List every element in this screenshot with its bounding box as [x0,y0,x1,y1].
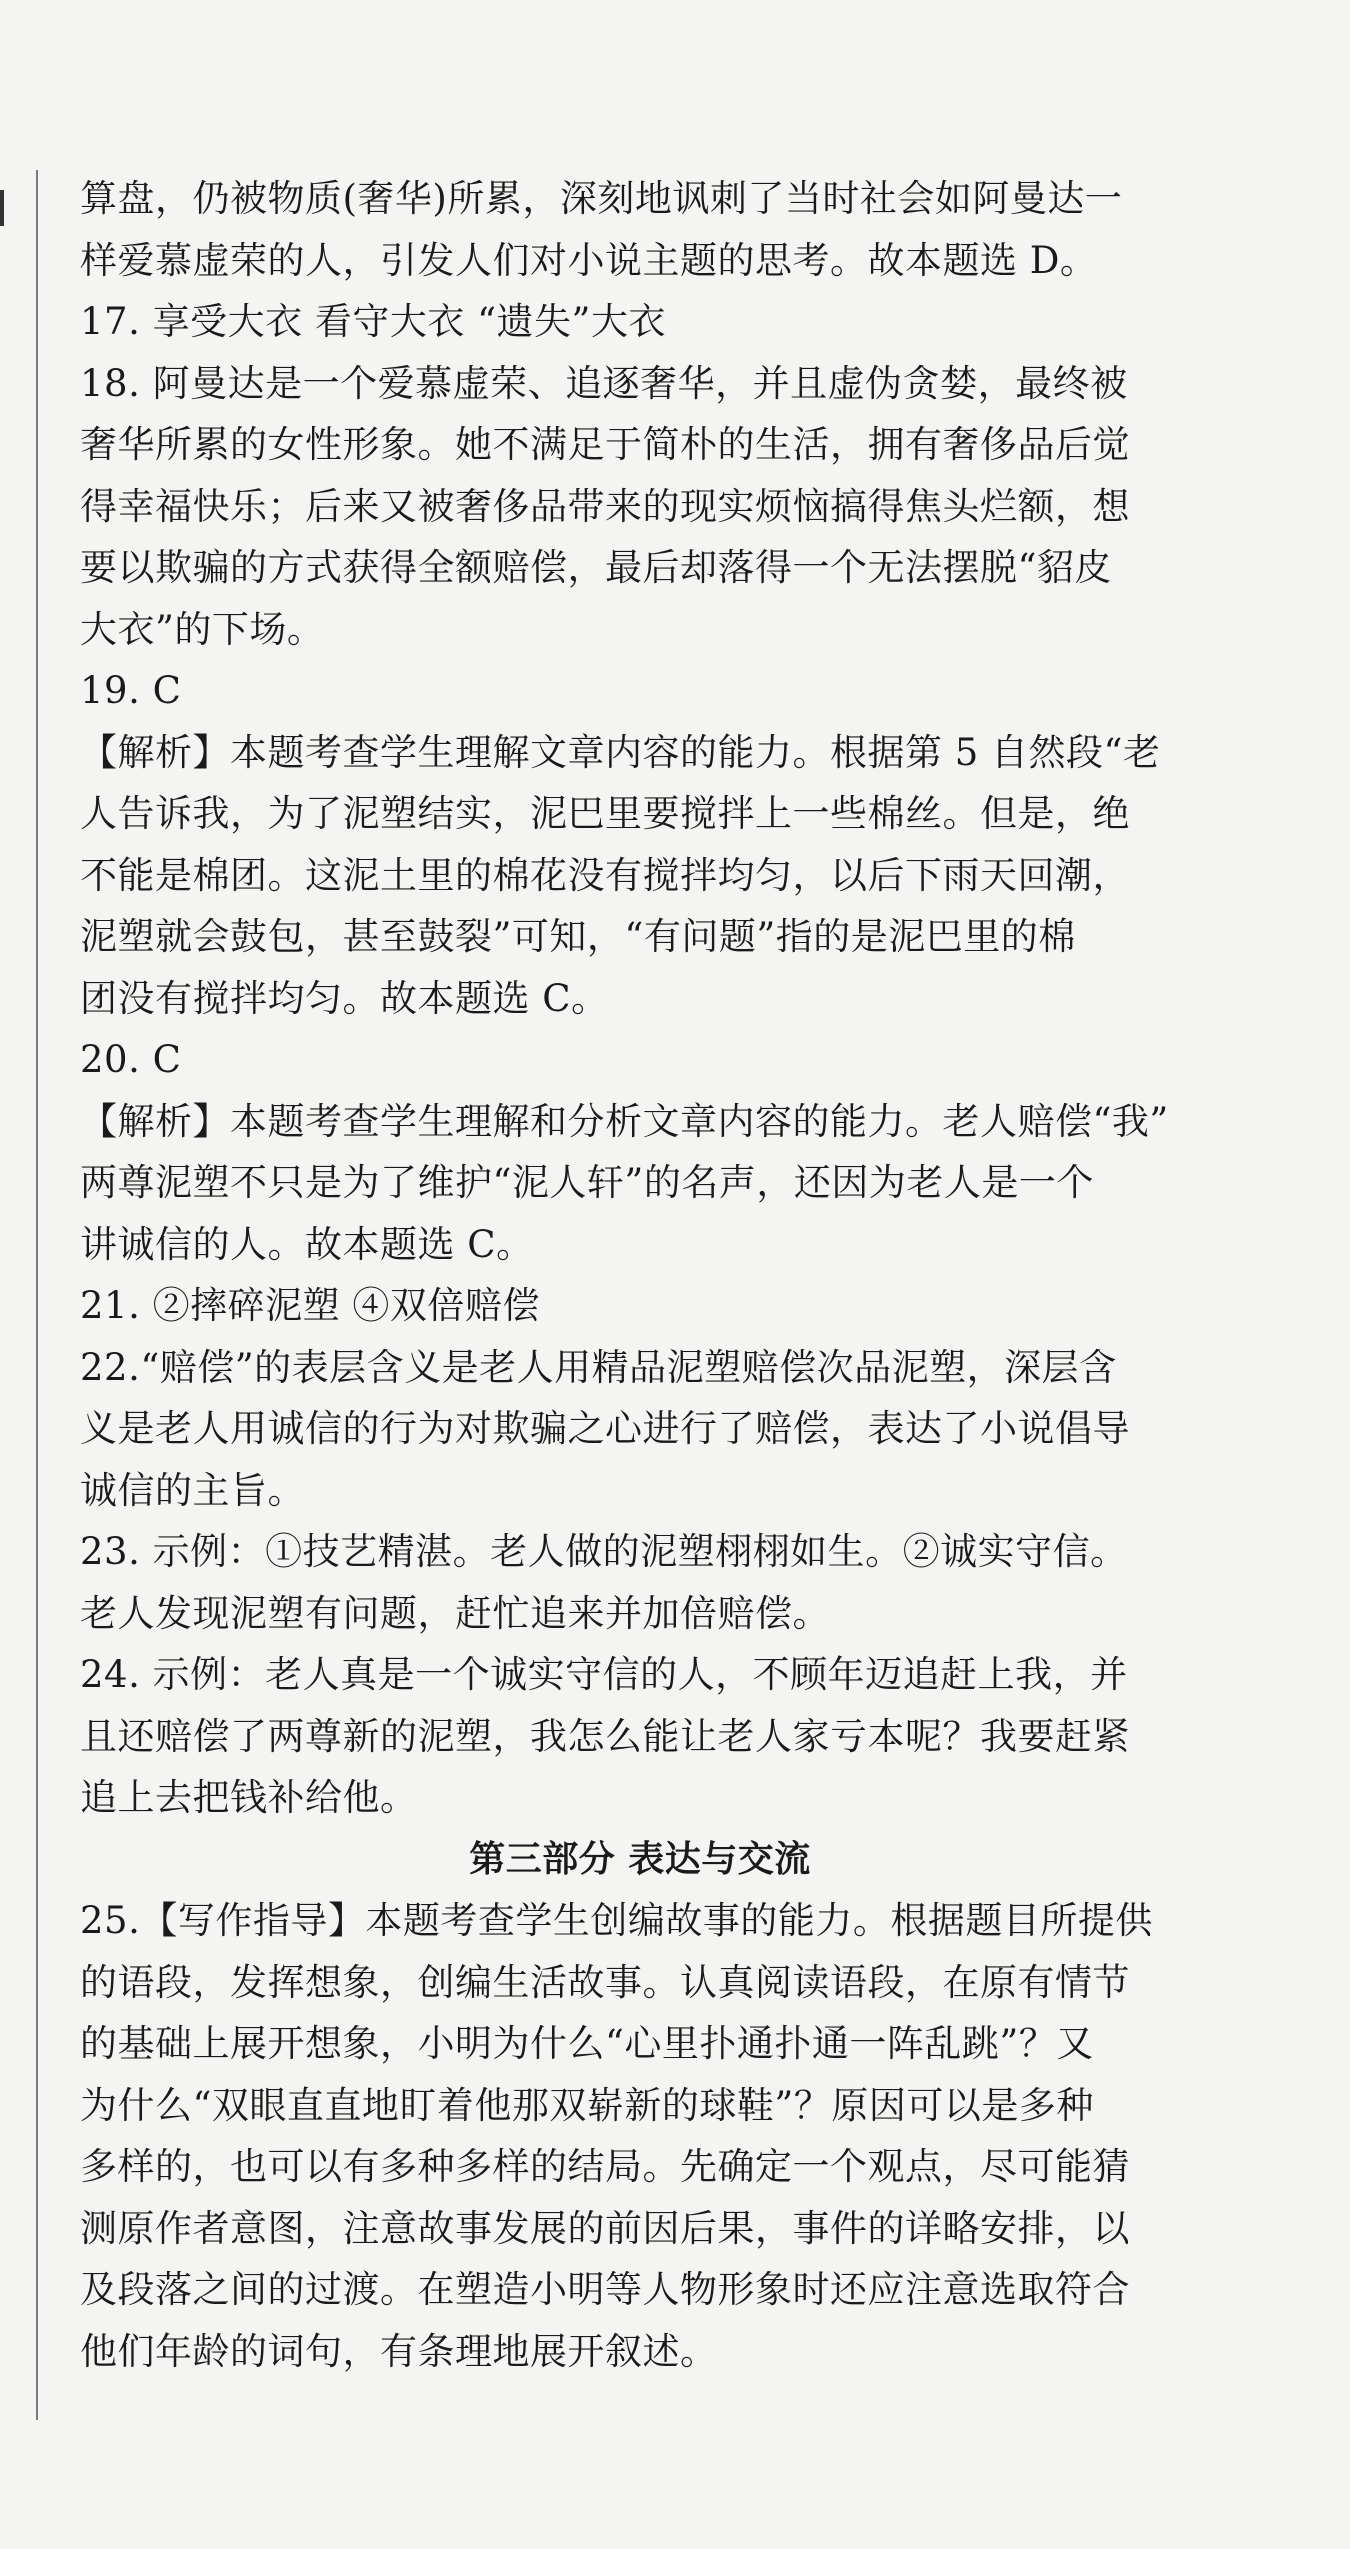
text-line: 的基础上展开想象，小明为什么“心里扑通扑通一阵乱跳”？又 [80,2022,1094,2065]
answer-text [80,168,1200,2382]
text-line: 奢华所累的女性形象。她不满足于简朴的生活，拥有奢侈品后觉 [80,423,1130,466]
text-line: 19. C [80,669,182,712]
text-line: 且还赔偿了两尊新的泥塑，我怎么能让老人家亏本呢？我要赶紧 [80,1714,1130,1758]
text-line: 他们年龄的词句，有条理地展开叙述。 [80,2329,718,2373]
text-line: 20. C [80,1038,182,1081]
text-line: 为什么“双眼直直地盯着他那双崭新的球鞋”？原因可以是多种 [80,2083,1094,2127]
text-line: 大衣”的下场。 [80,607,325,651]
text-line: 【解析】本题考查学生理解文章内容的能力。根据第 5 自然段“老 [80,730,1161,774]
text-line: 23. 示例：①技艺精湛。老人做的泥塑栩栩如生。②诚实守信。 [80,1530,1128,1573]
text-line: 追上去把钱补给他。 [80,1776,418,1819]
text-line: 18. 阿曼达是一个爱慕虚荣、追逐奢华，并且虚伪贪婪，最终被 [80,361,1128,405]
text-line: 21. ②摔碎泥塑 ④双倍赔偿 [80,1284,540,1327]
text-line: 讲诚信的人。故本题选 C。 [80,1222,534,1266]
text-line: 22.“赔偿”的表层含义是老人用精品泥塑赔偿次品泥塑，深层含 [80,1345,1117,1389]
text-line: 得幸福快乐；后来又被奢侈品带来的现实烦恼搞得焦头烂额，想 [80,484,1130,528]
text-line: 两尊泥塑不只是为了维护“泥人轩”的名声，还因为老人是一个 [80,1161,1094,1204]
text-line: 及段落之间的过渡。在塑造小明等人物形象时还应注意选取符合 [80,2268,1130,2311]
text-line: 17. 享受大衣 看守大衣 “遗失”大衣 [80,300,666,343]
text-line: 泥塑就会鼓包，甚至鼓裂”可知，“有问题”指的是泥巴里的棉 [80,915,1076,958]
text-line: 人告诉我，为了泥塑结实，泥巴里要搅拌上一些棉丝。但是，绝 [80,792,1130,835]
text-line: 义是老人用诚信的行为对欺骗之心进行了赔偿，表达了小说倡导 [80,1407,1130,1450]
text-line: 24. 示例：老人真是一个诚实守信的人，不顾年迈追赶上我，并 [80,1653,1128,1696]
text-line: 多样的，也可以有多种多样的结局。先确定一个观点，尽可能猜 [80,2145,1130,2188]
text-line: 测原作者意图，注意故事发展的前因后果，事件的详略安排，以 [80,2206,1130,2250]
text-line: 诚信的主旨。 [80,1468,305,1512]
text-line: 25.【写作指导】本题考查学生创编故事的能力。根据题目所提供 [80,1899,1153,1942]
text-line: 算盘，仍被物质(奢华)所累，深刻地讽刺了当时社会如阿曼达一 [80,177,1123,220]
section-heading: 第三部分 表达与交流 [469,1838,811,1880]
edge-mark [0,190,4,226]
text-line: 【解析】本题考查学生理解和分析文章内容的能力。老人赔偿“我” [80,1099,1169,1143]
text-line: 不能是棉团。这泥土里的棉花没有搅拌均匀，以后下雨天回潮， [80,853,1130,897]
text-line: 要以欺骗的方式获得全额赔偿，最后却落得一个无法摆脱“貂皮 [80,546,1112,589]
text-line: 老人发现泥塑有问题，赶忙追来并加倍赔偿。 [80,1591,830,1635]
text-line: 团没有搅拌均匀。故本题选 C。 [80,976,609,1020]
text-line: 样爱慕虚荣的人，引发人们对小说主题的思考。故本题选 D。 [80,238,1098,282]
margin-rule [36,170,38,2420]
text-line: 的语段，发挥想象，创编生活故事。认真阅读语段，在原有情节 [80,1960,1130,2004]
